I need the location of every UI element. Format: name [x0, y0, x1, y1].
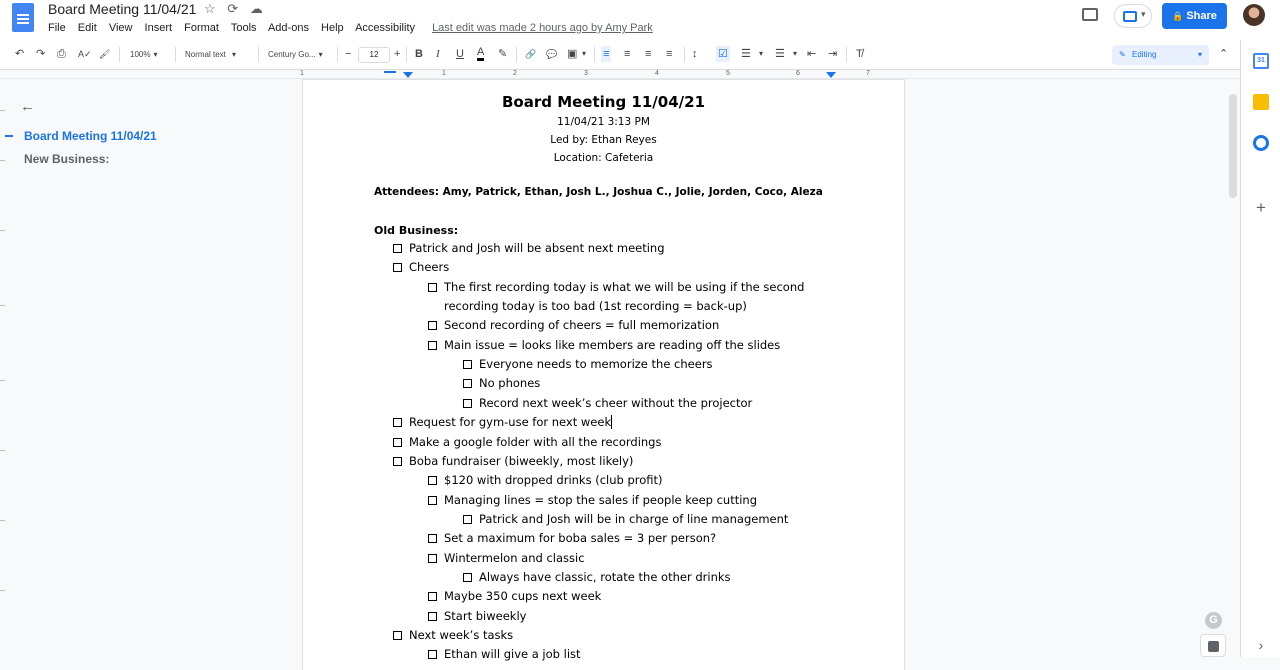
- share-button[interactable]: [1162, 3, 1227, 29]
- checklist-item-text: Main issue = looks like members are reading off the slides: [444, 337, 781, 352]
- checklist-item[interactable]: [428, 338, 780, 352]
- editing-mode-select[interactable]: [1112, 45, 1209, 65]
- chevron-down-icon[interactable]: ▾: [582, 49, 587, 58]
- keep-icon[interactable]: [1253, 94, 1269, 110]
- style-select[interactable]: [185, 46, 236, 63]
- star-icon[interactable]: ☆: [204, 1, 216, 16]
- font-select[interactable]: [268, 46, 323, 63]
- checklist-item-text: Boba fundraiser (biweekly, most likely): [409, 453, 634, 468]
- scrollbar-thumb[interactable]: [1229, 94, 1237, 198]
- checklist-item[interactable]: [428, 493, 757, 507]
- font-value: Century Go...: [268, 50, 316, 59]
- menu-accessibility[interactable]: Accessibility: [355, 22, 415, 34]
- outline-item-title[interactable]: Board Meeting 11/04/21: [24, 129, 157, 143]
- checkbox[interactable]: [393, 244, 402, 253]
- back-arrow-icon[interactable]: ←: [20, 98, 35, 115]
- insert-image-icon[interactable]: ▣: [567, 48, 578, 60]
- checkbox[interactable]: [428, 496, 437, 505]
- ruler-number: 5: [726, 70, 730, 77]
- date-line: 11/04/21 3:13 PM: [557, 116, 650, 128]
- text-color-button[interactable]: A: [477, 46, 484, 61]
- checklist-item[interactable]: [393, 260, 449, 274]
- chevron-down-icon: ▾: [1197, 50, 1202, 59]
- grammarly-icon[interactable]: G: [1205, 612, 1222, 629]
- menu-format[interactable]: Format: [184, 22, 219, 34]
- ruler-number: 6: [796, 70, 800, 77]
- comment-history-icon[interactable]: [1082, 8, 1098, 21]
- checkbox[interactable]: [393, 631, 402, 640]
- checkbox[interactable]: [463, 360, 472, 369]
- first-line-indent-marker[interactable]: [384, 71, 396, 73]
- ruler-number: 2: [513, 70, 517, 77]
- zoom-select[interactable]: [130, 46, 158, 63]
- menu-tools[interactable]: Tools: [230, 22, 257, 34]
- checklist-item-text: Record next week’s cheer without the projector: [479, 395, 753, 410]
- present-button[interactable]: [1114, 4, 1152, 28]
- clear-formatting-icon[interactable]: T̸: [856, 48, 863, 60]
- spellcheck-icon[interactable]: A✓: [78, 49, 92, 59]
- checklist-item[interactable]: [393, 628, 513, 642]
- checklist-item-text: Next week’s tasks: [409, 628, 514, 642]
- right-indent-marker[interactable]: [826, 72, 836, 78]
- checkbox[interactable]: [428, 341, 437, 350]
- menu-view[interactable]: View: [108, 22, 133, 34]
- checkbox[interactable]: [463, 399, 472, 408]
- avatar[interactable]: [1243, 4, 1265, 26]
- move-icon[interactable]: ⟳: [227, 1, 239, 16]
- explore-button[interactable]: [1200, 634, 1226, 657]
- checkbox[interactable]: [428, 592, 437, 601]
- expand-panel-icon[interactable]: ›: [1258, 637, 1264, 653]
- checklist-item[interactable]: [393, 415, 612, 429]
- chevron-down-icon[interactable]: ▾: [793, 49, 798, 58]
- vertical-scrollbar[interactable]: [1226, 80, 1240, 657]
- horizontal-ruler: [0, 70, 1240, 79]
- checklist-item-text: $120 with dropped drinks (club profit): [444, 473, 663, 488]
- checklist-item-text: Always have classic, rotate the other drinks: [479, 569, 731, 584]
- menu-edit[interactable]: Edit: [77, 22, 97, 34]
- checklist-item[interactable]: [428, 473, 663, 487]
- paint-format-icon[interactable]: 🖌: [99, 49, 111, 59]
- pencil-icon: ✎: [1119, 50, 1126, 59]
- italic-button[interactable]: I: [436, 48, 440, 60]
- collapse-toolbar-icon[interactable]: ⌃: [1219, 48, 1229, 60]
- present-icon: [1123, 11, 1137, 22]
- lock-icon: 🔒: [1172, 11, 1184, 21]
- checklist-item[interactable]: [428, 531, 716, 545]
- checkbox[interactable]: [428, 534, 437, 543]
- menu-addons[interactable]: Add-ons: [267, 22, 309, 34]
- ruler-number: 4: [655, 70, 659, 77]
- checklist-item[interactable]: [463, 357, 713, 371]
- checklist-item-text: Wintermelon and classic: [444, 550, 585, 565]
- outline-active-indicator: [5, 135, 13, 137]
- checklist-item-text: No phones: [479, 376, 541, 391]
- checkbox[interactable]: [428, 650, 437, 659]
- checklist-item[interactable]: [428, 609, 526, 623]
- checkbox[interactable]: [428, 476, 437, 485]
- calendar-icon[interactable]: 31: [1253, 53, 1269, 69]
- chevron-down-icon: ▾: [318, 50, 323, 59]
- checkbox[interactable]: [463, 515, 472, 524]
- print-icon[interactable]: ⎙: [57, 48, 66, 60]
- checklist-item[interactable]: [463, 376, 540, 390]
- explore-icon: [1208, 641, 1219, 652]
- document-outline: [0, 80, 302, 657]
- chevron-down-icon: ▾: [232, 50, 237, 59]
- justify-icon[interactable]: ≡: [666, 48, 673, 60]
- bold-button[interactable]: B: [415, 48, 423, 60]
- checklist-item-text: Ethan will give a job list: [444, 647, 581, 662]
- numbered-list-icon[interactable]: ☰: [775, 48, 785, 60]
- location-line: Location: Cafeteria: [553, 152, 654, 164]
- checklist-item[interactable]: [463, 570, 731, 584]
- checklist-item-text: Maybe 350 cups next week: [444, 589, 602, 604]
- ruler-number: 3: [584, 70, 588, 77]
- checklist-item-text: Make a google folder with all the recordings: [409, 434, 662, 449]
- ruler-number: 1: [300, 70, 304, 77]
- menu-help[interactable]: Help: [321, 22, 344, 34]
- document-heading: Board Meeting 11/04/21: [501, 93, 706, 111]
- checklist-item[interactable]: [444, 299, 747, 313]
- redo-icon[interactable]: ↷: [36, 48, 46, 60]
- attendees-line: Attendees: Amy, Patrick, Ethan, Josh L., Joshua C., Jolie, Jorden, Coco, Aleza: [374, 186, 823, 198]
- underline-button[interactable]: U: [456, 48, 464, 60]
- add-comment-icon[interactable]: 💬: [546, 49, 558, 59]
- decrease-indent-icon[interactable]: ⇤: [807, 48, 817, 60]
- checklist-item[interactable]: [428, 318, 719, 332]
- checklist-item[interactable]: [393, 435, 661, 449]
- tasks-icon[interactable]: [1253, 135, 1269, 151]
- checklist-item-text: Second recording of cheers = full memorization: [444, 318, 720, 333]
- checklist-item-text: Everyone needs to memorize the cheers: [479, 357, 713, 372]
- title-bar: [0, 0, 1280, 40]
- line-spacing-icon[interactable]: ↕: [692, 48, 698, 60]
- checklist-item-text: Start biweekly: [444, 608, 527, 623]
- checklist-item-text: The first recording today is what we will be using if the second: [444, 279, 805, 294]
- checklist-item-text: Request for gym-use for next week: [409, 415, 612, 430]
- checklist-item-text: Cheers: [409, 260, 450, 275]
- font-size-decrease-button[interactable]: −: [345, 48, 352, 60]
- checkbox[interactable]: [393, 457, 402, 466]
- checkbox[interactable]: [393, 418, 402, 427]
- checklist-item[interactable]: [393, 241, 665, 255]
- checklist-item-text: Patrick and Josh will be in charge of line management: [479, 511, 789, 526]
- add-addon-icon[interactable]: +: [1256, 198, 1266, 217]
- style-value: Normal text: [185, 50, 226, 59]
- cloud-status-icon[interactable]: ☁: [249, 1, 263, 16]
- menu-insert[interactable]: Insert: [144, 22, 173, 34]
- side-panel: [1240, 40, 1280, 657]
- document-page[interactable]: [303, 80, 904, 670]
- menu-file[interactable]: File: [48, 22, 66, 34]
- ruler-number: 1: [442, 70, 446, 77]
- text-cursor: [611, 415, 612, 429]
- chevron-down-icon: ▾: [153, 50, 158, 59]
- increase-indent-icon[interactable]: ⇥: [828, 48, 838, 60]
- ruler-number: 7: [866, 70, 870, 77]
- led-by-line: Led by: Ethan Reyes: [550, 134, 657, 146]
- undo-icon[interactable]: ↶: [15, 48, 25, 60]
- checklist-item-text: Managing lines = stop the sales if people keep cutting: [444, 492, 758, 507]
- zoom-value: 100%: [130, 50, 151, 59]
- checkbox[interactable]: [463, 573, 472, 582]
- title-icons: [204, 1, 271, 17]
- chevron-down-icon: ▾: [1141, 9, 1146, 19]
- old-business-heading: Old Business:: [374, 224, 459, 237]
- checklist-item[interactable]: [428, 647, 581, 661]
- toolbar: [0, 40, 1280, 70]
- checklist-item[interactable]: [428, 551, 585, 565]
- align-left-icon[interactable]: ≡: [603, 48, 610, 60]
- last-edit-link[interactable]: Last edit was made 2 hours ago by Amy Park: [432, 22, 653, 34]
- checklist-item[interactable]: [393, 454, 633, 468]
- align-center-icon[interactable]: ≡: [624, 48, 631, 60]
- chevron-down-icon[interactable]: ▾: [759, 49, 764, 58]
- document-title[interactable]: Board Meeting 11/04/21: [48, 1, 197, 17]
- checklist-item-text: recording today is too bad (1st recording = back-up): [444, 299, 747, 314]
- bulleted-list-icon[interactable]: ☰: [741, 48, 751, 60]
- checkbox[interactable]: [428, 612, 437, 621]
- checklist-item-text: Set a maximum for boba sales = 3 per person?: [444, 531, 717, 546]
- left-indent-marker[interactable]: [403, 72, 413, 78]
- docs-logo-icon[interactable]: [12, 3, 34, 32]
- editing-mode-label: Editing: [1132, 50, 1157, 59]
- checkbox[interactable]: [428, 554, 437, 563]
- checklist-item[interactable]: [428, 280, 804, 294]
- checkbox[interactable]: [393, 438, 402, 447]
- highlight-color-icon[interactable]: ✎: [498, 48, 508, 60]
- checkbox[interactable]: [428, 283, 437, 292]
- checkbox[interactable]: [393, 263, 402, 272]
- checklist-item[interactable]: [463, 512, 788, 526]
- checklist-icon[interactable]: ☑: [718, 48, 728, 60]
- checklist-item[interactable]: [463, 396, 752, 410]
- checkbox[interactable]: [463, 379, 472, 388]
- menu-bar: [48, 22, 662, 34]
- insert-link-icon[interactable]: 🔗: [525, 49, 537, 59]
- checkbox[interactable]: [428, 321, 437, 330]
- font-size-increase-button[interactable]: +: [394, 48, 401, 60]
- font-size-input[interactable]: 12: [358, 47, 390, 63]
- checklist-item[interactable]: [428, 589, 601, 603]
- align-right-icon[interactable]: ≡: [645, 48, 652, 60]
- outline-item-new-business[interactable]: New Business:: [24, 152, 110, 166]
- checklist-item-text: Patrick and Josh will be absent next meeting: [409, 241, 665, 255]
- share-label: Share: [1186, 10, 1217, 22]
